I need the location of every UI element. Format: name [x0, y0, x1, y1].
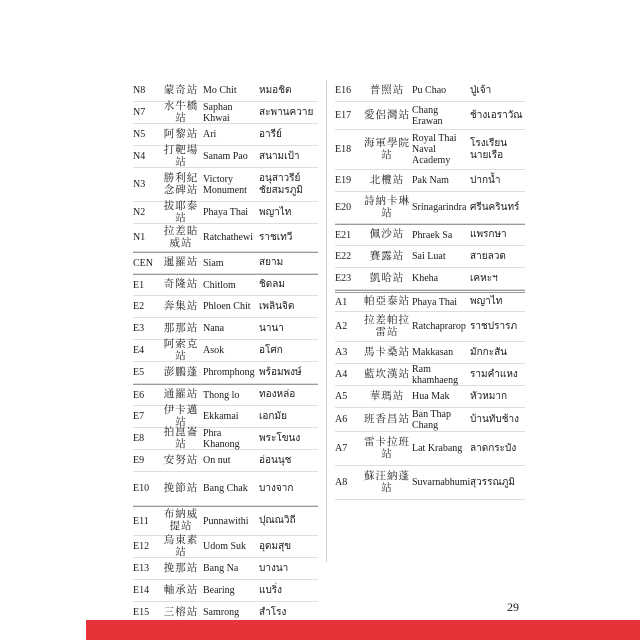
station-name-chinese: 雷卡拉班站 [364, 436, 410, 460]
station-code: A5 [335, 391, 348, 402]
station-name-roman: Suvarnabhumi [412, 477, 471, 488]
station-name-roman: Phaya Thai [412, 296, 458, 308]
station-name-thai: อุดมสุข [259, 540, 292, 552]
station-code: A3 [335, 347, 348, 358]
station-row [133, 450, 318, 472]
station-code: A4 [335, 369, 348, 380]
station-name-thai: นานา [259, 322, 284, 334]
station-code: A2 [335, 321, 348, 332]
station-code: E13 [133, 563, 150, 574]
station-name-roman: Royal Thai Naval Academy [412, 133, 457, 166]
station-name-thai: เพลินจิต [259, 300, 295, 312]
station-name-thai: ราชเทวี [259, 231, 293, 243]
station-name-chinese: 烏東素站 [163, 534, 199, 558]
station-name-thai: อารีย์ [259, 128, 282, 140]
station-row [133, 406, 318, 428]
station-name-chinese: 賽露站 [369, 250, 405, 262]
station-code: E19 [335, 175, 352, 186]
station-code: CEN [133, 257, 153, 269]
station-name-roman: Kheha [412, 273, 439, 284]
station-name-chinese: 打靶場站 [163, 144, 199, 168]
station-row [133, 102, 318, 124]
station-row [133, 80, 318, 102]
station-code: E17 [335, 110, 352, 121]
station-row [133, 384, 318, 406]
station-name-thai: ลาดกระบัง [470, 442, 517, 454]
station-name-roman: Asok [203, 345, 225, 356]
station-name-roman: Ratchaprarop [412, 321, 466, 332]
station-name-chinese: 拉差貼威站 [163, 225, 199, 249]
station-code: E2 [133, 301, 145, 312]
column-divider [326, 80, 327, 562]
station-name-thai: ช้างเอราวัณ [470, 109, 523, 121]
station-code: E3 [133, 323, 145, 334]
station-name-thai: สำโรง [259, 606, 287, 618]
station-name-thai: บางนา [259, 562, 289, 574]
station-row [133, 296, 318, 318]
station-name-roman: Lat Krabang [412, 443, 463, 454]
station-name-thai: อ่อนนุช [259, 454, 292, 466]
station-row [335, 102, 525, 130]
station-row [133, 274, 318, 296]
station-name-thai: ศรีนครินทร์ [470, 201, 520, 213]
station-name-roman: Phaya Thai [203, 207, 249, 218]
station-name-roman: Ekkamai [203, 411, 239, 422]
station-name-chinese: 通羅站 [163, 389, 199, 400]
station-code: E1 [133, 279, 145, 291]
station-name-thai: ชิดลม [259, 279, 286, 290]
station-name-roman: Pu Chao [412, 85, 447, 96]
station-name-roman: Chitlom [203, 279, 236, 291]
station-name-chinese: 澎鵬蓬 [163, 366, 199, 378]
station-name-thai: โรงเรียนนายเรือ [470, 137, 508, 161]
station-code: E18 [335, 144, 352, 155]
station-row [335, 170, 525, 192]
station-row [335, 432, 525, 466]
station-name-roman: Hua Mak [412, 391, 450, 402]
station-name-chinese: 華瑪站 [369, 390, 405, 402]
station-name-chinese: 挽那站 [163, 562, 199, 574]
station-name-roman: Sanam Pao [203, 151, 248, 162]
station-name-roman: Ram khamhaeng [412, 363, 459, 386]
station-name-chinese: 水牛橋站 [163, 100, 199, 124]
station-name-thai: บางจาก [259, 482, 294, 494]
station-name-thai: เคหะฯ [470, 272, 498, 284]
station-name-chinese: 拉差帕拉雷站 [364, 314, 410, 338]
station-name-chinese: 布納威提站 [163, 509, 199, 532]
station-name-roman: Ban Thap Chang [412, 408, 451, 431]
station-name-chinese: 奇隆站 [163, 279, 199, 290]
station-name-thai: พญาไท [259, 206, 292, 218]
station-name-roman: Makkasan [412, 347, 454, 358]
station-name-chinese: 挽節站 [163, 482, 199, 494]
station-code: N2 [133, 207, 146, 218]
station-name-thai: ราชปรารภ [470, 320, 518, 332]
station-row [133, 536, 318, 558]
station-code: N3 [133, 179, 146, 190]
station-name-roman: Udom Suk [203, 541, 247, 552]
station-row [335, 80, 525, 102]
station-name-chinese: 軸承站 [163, 584, 199, 596]
station-name-chinese: 暹羅站 [163, 257, 199, 268]
station-code: E14 [133, 585, 150, 596]
station-name-thai: พระโขนง [259, 432, 301, 444]
station-name-roman: Mo Chit [203, 85, 237, 96]
station-code: E4 [133, 345, 145, 356]
station-name-roman: Phra Khanong [203, 427, 240, 450]
station-name-roman: Chang Erawan [412, 104, 443, 127]
station-code: E22 [335, 251, 352, 262]
station-name-thai: สุวรรณภูมิ [470, 476, 515, 488]
station-name-chinese: 詩納卡琳站 [364, 195, 410, 219]
station-name-thai: หมอชิต [259, 84, 292, 96]
station-name-chinese: 安努站 [163, 454, 199, 466]
station-name-roman: Bang Na [203, 563, 239, 574]
station-name-chinese: 那那站 [163, 322, 199, 334]
page-number: 29 [507, 600, 519, 614]
station-row [335, 246, 525, 268]
station-name-roman: Bearing [203, 585, 235, 596]
station-name-roman: Ari [203, 129, 217, 140]
station-name-roman: Phloen Chit [203, 301, 251, 312]
station-name-thai: สนามเป้า [259, 150, 300, 162]
station-row [133, 506, 318, 536]
station-name-chinese: 馬卡桑站 [364, 346, 410, 358]
station-code: E21 [335, 229, 352, 241]
station-name-thai: สะพานควาย [259, 106, 314, 118]
station-name-thai: ปากน้ำ [470, 174, 501, 186]
right-station-table [335, 80, 525, 500]
station-row [133, 362, 318, 384]
station-name-thai: อโศก [259, 344, 283, 356]
station-row [133, 558, 318, 580]
station-name-chinese: 普照站 [369, 84, 405, 96]
station-name-roman: Ratchathewi [203, 232, 253, 243]
station-code: A7 [335, 443, 348, 454]
station-code: E5 [133, 367, 145, 378]
station-name-thai: สยาม [259, 257, 284, 268]
station-name-roman: Siam [203, 257, 224, 269]
station-code: N4 [133, 151, 146, 162]
station-name-chinese: 拍崑崙站 [163, 426, 199, 450]
station-name-chinese: 帕亞泰站 [364, 296, 410, 307]
station-name-chinese: 蒙奇站 [163, 84, 199, 96]
station-name-thai: รามคำแหง [470, 368, 518, 380]
station-row [133, 580, 318, 602]
station-name-thai: แพรกษา [470, 229, 507, 240]
station-name-thai: แบริ่ง [259, 584, 283, 596]
station-name-thai: หัวหมาก [470, 390, 508, 402]
station-code: E12 [133, 541, 150, 552]
station-name-chinese: 北欖站 [369, 174, 405, 186]
station-name-chinese: 伊卡邁站 [163, 404, 199, 428]
station-code: A8 [335, 477, 348, 488]
station-code: A6 [335, 414, 348, 425]
station-row [335, 466, 525, 500]
station-name-thai: พร้อมพงษ์ [259, 366, 302, 378]
station-name-roman: Samrong [203, 607, 240, 618]
station-code: A1 [335, 296, 348, 308]
station-name-chinese: 奔集站 [163, 300, 199, 312]
station-row [335, 224, 525, 246]
station-name-roman: Victory Monument [203, 173, 247, 196]
footer-red-bar [86, 620, 640, 640]
station-name-roman: Phraek Sa [412, 229, 453, 241]
station-name-roman: Srinagarindra [412, 202, 467, 213]
station-name-roman: Nana [203, 323, 225, 334]
station-row [335, 130, 525, 170]
station-code: N5 [133, 129, 146, 140]
station-name-thai: เอกมัย [259, 410, 287, 422]
station-row [335, 312, 525, 342]
station-name-roman: Saphan Khwai [203, 101, 233, 124]
station-row [133, 252, 318, 274]
station-row [133, 318, 318, 340]
station-name-thai: สายลวด [470, 250, 506, 262]
station-row [133, 124, 318, 146]
station-code: E11 [133, 515, 149, 527]
station-code: E6 [133, 389, 145, 401]
station-row [335, 342, 525, 364]
station-row [133, 472, 318, 506]
left-station-table [133, 80, 318, 624]
station-name-thai: มักกะสัน [470, 346, 508, 358]
station-name-chinese: 佩沙站 [369, 229, 405, 240]
station-name-chinese: 蘇汪納蓬站 [364, 470, 410, 494]
station-row [335, 386, 525, 408]
station-name-chinese: 拔耶泰站 [163, 200, 199, 224]
station-row [133, 224, 318, 252]
station-code: E8 [133, 433, 145, 444]
station-name-chinese: 凱哈站 [369, 272, 405, 284]
station-row [133, 340, 318, 362]
station-code: N1 [133, 232, 146, 243]
station-row [133, 168, 318, 202]
station-code: E10 [133, 483, 150, 494]
station-row [335, 364, 525, 386]
station-code: N7 [133, 107, 146, 118]
station-name-chinese: 阿黎站 [163, 128, 199, 140]
station-name-roman: On nut [203, 455, 231, 466]
station-code: E16 [335, 85, 352, 96]
station-row [335, 268, 525, 290]
station-name-roman: Bang Chak [203, 483, 248, 494]
station-code: E20 [335, 202, 352, 213]
station-row [335, 408, 525, 432]
station-name-thai: บ้านทับช้าง [470, 413, 520, 425]
station-name-thai: ทองหล่อ [259, 389, 296, 400]
station-row [335, 192, 525, 224]
station-name-chinese: 藍坎漢站 [364, 368, 410, 380]
station-code: E7 [133, 411, 145, 422]
station-name-roman: Phromphong [203, 367, 255, 378]
station-name-thai: ปุณณวิถี [259, 515, 296, 526]
station-row [133, 428, 318, 450]
station-row [133, 202, 318, 224]
station-name-chinese: 勝利紀念碑站 [163, 172, 199, 196]
station-name-thai: อนุสาวรีย์ชัยสมรภูมิ [259, 172, 303, 196]
station-row [133, 146, 318, 168]
station-code: E23 [335, 273, 352, 284]
station-name-roman: Pak Nam [412, 175, 449, 186]
station-code: N8 [133, 85, 146, 96]
station-name-chinese: 班香昌站 [364, 413, 410, 425]
station-code: E9 [133, 455, 145, 466]
station-row [335, 290, 525, 312]
station-name-roman: Thong lo [203, 389, 240, 401]
station-name-chinese: 阿索克站 [163, 338, 199, 362]
station-code: E15 [133, 607, 150, 618]
station-name-thai: ปู่เจ้า [470, 84, 492, 96]
station-name-thai: พญาไท [470, 296, 503, 307]
station-name-chinese: 海軍學院站 [364, 137, 410, 161]
station-name-roman: Sai Luat [412, 251, 446, 262]
station-name-roman: Punnawithi [203, 515, 249, 527]
station-name-chinese: 三榕站 [163, 606, 199, 618]
station-name-chinese: 愛侶灣站 [364, 109, 410, 121]
